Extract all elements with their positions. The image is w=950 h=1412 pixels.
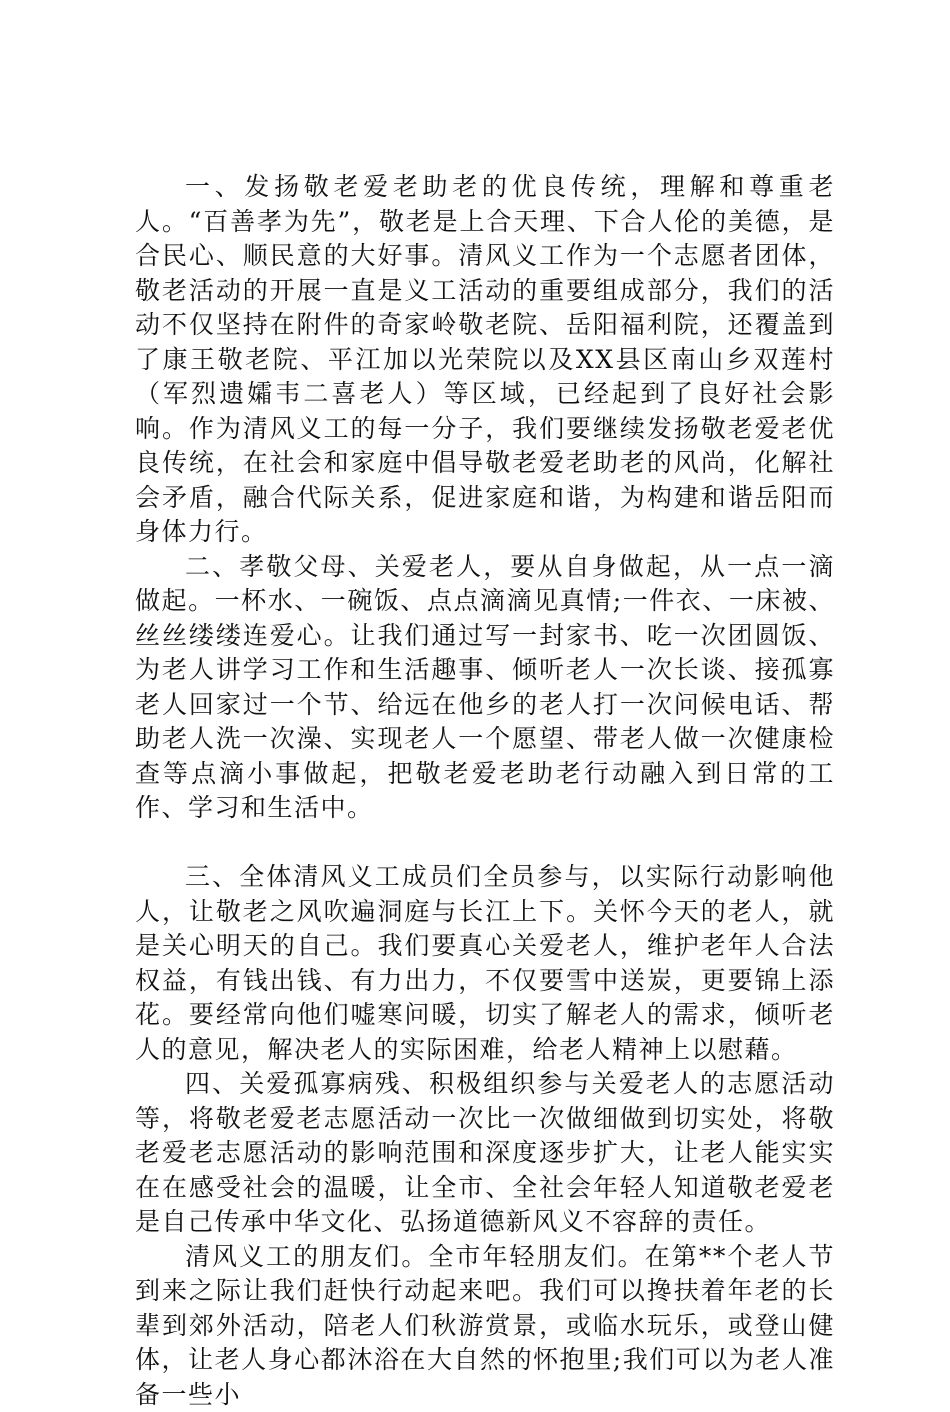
paragraph-1: 一、发扬敬老爱老助老的优良传统，理解和尊重老人。“百善孝为先”，敬老是上合天理、下合人伦的美德，是合民心、顺民意的大好事。清风义工作为一个志愿者团体，敬老活动的开展一直是义工活动的重要组成部分，我们的活动不仅坚持在附件的奇家岭敬老院、岳阳福利院，还覆盖到了康王敬老院、平江加以光荣院以及XX县区南山乡双莲村（军烈遗孀韦二喜老人）等区域，已经起到了良好社会影响。作为清风义工的每一分子，我们要继续发扬敬老爱老优良传统，在社会和家庭中倡导敬老爱老助老的风尚，化解社会矛盾，融合代际关系，促进家庭和谐，为构建和谐岳阳而身体力行。 (135, 170, 835, 550)
paragraph-3: 三、全体清风义工成员们全员参与，以实际行动影响他人，让敬老之风吹遍洞庭与长江上下。关怀今天的老人，就是关心明天的自己。我们要真心关爱老人，维护老年人合法权益，有钱出钱、有力出力，不仅要雪中送炭，更要锦上添花。要经常向他们嘘寒问暖，切实了解老人的需求，倾听老人的意见，解决老人的实际困难，给老人精神上以慰藉。 (135, 860, 835, 1067)
paragraph-5: 清风义工的朋友们。全市年轻朋友们。在第**个老人节到来之际让我们赶快行动起来吧。我们可以搀扶着年老的长辈到郊外活动，陪老人们秋游赏景，或临水玩乐，或登山健体，让老人身心都沐浴在大自然的怀抱里;我们可以为老人准备一些小 (135, 1240, 835, 1412)
paragraph-4: 四、关爱孤寡病残、积极组织参与关爱老人的志愿活动等，将敬老爱老志愿活动一次比一次做细做到切实处，将敬老爱老志愿活动的影响范围和深度逐步扩大，让老人能实实在在感受社会的温暖，让全市、全社会年轻人知道敬老爱老是自己传承中华文化、弘扬道德新风义不容辞的责任。 (135, 1067, 835, 1240)
paragraph-gap (135, 826, 835, 861)
paragraph-2: 二、孝敬父母、关爱老人，要从自身做起，从一点一滴做起。一杯水、一碗饭、点点滴滴见真情;一件衣、一床被、丝丝缕缕连爱心。让我们通过写一封家书、吃一次团圆饭、为老人讲学习工作和生活趣事、倾听老人一次长谈、接孤寡老人回家过一个节、给远在他乡的老人打一次问候电话、帮助老人洗一次澡、实现老人一个愿望、带老人做一次健康检查等点滴小事做起，把敬老爱老助老行动融入到日常的工作、学习和生活中。 (135, 550, 835, 826)
document-body (135, 170, 835, 1412)
